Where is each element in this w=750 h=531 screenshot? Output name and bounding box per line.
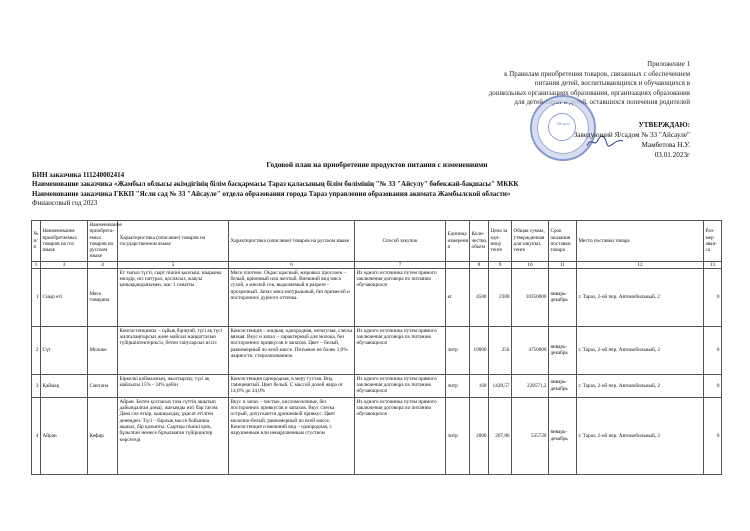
column-header: Место поставки товара [577, 221, 704, 262]
item-name-kz: Сүт [41, 326, 88, 374]
item-name-ru: Сметана [88, 374, 118, 397]
item-name-ru: Мясо говядина [88, 268, 118, 326]
customer-name-ru: Наименование заказчика ГККП "Ясли сад № 33 "Айсауле" отдела образования города Тараз управления образования акимата Жамбылской области» [32, 189, 511, 198]
price-cell: 2300 [489, 268, 512, 326]
bin-line: БИН заказчика 111240002414 [32, 171, 125, 180]
advance-cell: 0 [704, 374, 722, 397]
delivery-term-cell: январь-декабрь [549, 374, 577, 397]
column-number: 6 [229, 261, 355, 268]
quantity-cell: 160 [470, 374, 489, 397]
appendix-line: для детей-сирот и детей, оставшихся попечения родителей [514, 98, 690, 107]
column-number: 10 [512, 261, 549, 268]
delivery-place-cell: г. Тараз, 2-ой пер. Автомобильный, 2 [577, 374, 704, 397]
column-header: Способ закупок [355, 221, 446, 262]
approved-name: Мамбетова Н.У. [641, 141, 690, 149]
total-sum-cell: 4750000 [512, 326, 549, 374]
column-number: 9 [489, 261, 512, 268]
delivery-place-cell: г. Тараз, 2-ой пер. Автомобильный, 2 [577, 326, 704, 374]
unit-cell: кг [446, 268, 470, 326]
procurement-method: Из одного источника путем прямого заключения договора по питанию обучающихся [355, 268, 446, 326]
table-row [32, 268, 722, 326]
row-number: 2 [32, 326, 41, 374]
procurement-table [31, 220, 722, 475]
description-kz: Айран. Бөтен қоспасыз таза сүттің ашытып дайындалған дәмді, жағымды иісі бар тағам. Дәмі сәл өткір, қышқылдау, ұқасат етілген денеңдеп. Түсі – барлық массе бойынша ақшыл, бір қалыпты. Сыртқы пішіні қою, бұзылған немесе бұзылмаған түйіршіктер көрсетеді [118, 397, 229, 474]
column-header: Цена за еди-ницу тенге [489, 221, 512, 262]
column-number: 12 [577, 261, 704, 268]
appendix-line: к Правилам приобретения товаров, связанных с обеспечением [504, 69, 690, 78]
procurement-method: Из одного источника путем прямого заключения договора по питанию обучающихся [355, 326, 446, 374]
item-name-ru: Молоко [88, 326, 118, 374]
quantity-cell: 4500 [470, 268, 489, 326]
row-number: 3 [32, 374, 41, 397]
column-header: Характеристика (описание) товаров на русском языке [229, 221, 355, 262]
advance-cell: 0 [704, 326, 722, 374]
column-number: 5 [118, 261, 229, 268]
column-number: 13 [704, 261, 722, 268]
fiscal-year: Финансовый год 2023 [32, 198, 98, 207]
description-kz: Ет тығыз түсті, сырт пішіні қызғыш, шырыны мөлдір, исі натурал, қоспасыз, жақсы қаныққандығымен, жас 1 санатты [118, 268, 229, 326]
item-name-kz: Сиыр еті [41, 268, 88, 326]
column-header: № п/п [32, 221, 41, 262]
description-kz: Біркелкі қоймалжың, жылтырлау, түсі ақ майлылы 15% - 34% дейін [118, 374, 229, 397]
description-ru: Консистенция – жидкая, однородная, нетягучая, слегка вязкая. Вкус и запах – характерный для молока, без посторонних привкусов и запахов. Цвет – белый, равномерный по всей массе. Питьевое не более 1,0% жирности, стерилизованное. [229, 326, 355, 374]
approved-position: Заведующий Я/садом № 33 "Айсауле" [573, 131, 690, 139]
delivery-term-cell: январь-декабрь [549, 268, 577, 326]
description-kz: Консистенциясы – сұйық біріңғай, түсі ақ түсі жалғалаңғырсыз және майсыз жаңқаттағын түйіршіктектеріксіз, бөтен тапуларсыз иссіз [118, 326, 229, 374]
column-header: Наименование приобрета-емых товаров на русском языке [89, 222, 122, 260]
row-number: 1 [32, 268, 41, 326]
item-name-kz: Қаймақ [41, 374, 88, 397]
quantity-cell: 2000 [470, 397, 489, 474]
column-number: 11 [549, 261, 577, 268]
appendix-line: питания детей, воспитывающихся и обучающихся в [534, 79, 690, 88]
total-sum-cell: 228571,2 [512, 374, 549, 397]
delivery-term-cell: январь-декабрь [549, 397, 577, 474]
description-ru: Консистенция однородная, в меру густая. Вид глянцевитый. Цвет белый. С массой долей жира от 14,0% до 34,0% [229, 374, 355, 397]
customer-name-kz: Наименование заказчика «Жамбыл облысы әкімдігінің білім басқармасы Тараз қаласының білім бөлімінің "№ 33 "Айсулу" бөбекжай-бақшасы" МККК [32, 180, 519, 189]
description-ru: Мясо плотное. Окрас красный, жировых прослоек – белый, кремовый или желтый. Внешний вид мяса сухой, а мясной сок, выделяемый в разрезе – прозрачный. Запах мяса натуральный, без примесей и посторонних дурного оттенка. [229, 268, 355, 326]
column-header: Коли-чество, объем [470, 221, 489, 262]
advance-cell: 0 [704, 268, 722, 326]
total-sum-cell: 10350000 [512, 268, 549, 326]
procurement-method: Из одного источника путем прямого заключения договора по питанию обучающихся [355, 397, 446, 474]
column-number-row [32, 261, 722, 268]
column-header: Раз-мер аван-са [704, 221, 722, 262]
description-ru: Вкус и запах – чистые, кисломолочные, без посторонних привкусов и запахов. Вкус слегка острый, допускается дрожжевой привкус. Цвет молочно-белый, равномерный по всей массе. Консистенция и внешний вид – однородная, с нарушенным или ненарушенным сгустком [229, 397, 355, 474]
column-header: Наименование приобретаемых товаров на гос. языке [41, 221, 88, 262]
delivery-place-cell: г. Тараз, 2-ой пер. Автомобильный, 2 [577, 397, 704, 474]
appendix-line: дошкольных организациях образования, организациях образования [488, 88, 690, 97]
column-header: Единица измерени я [446, 221, 470, 262]
procurement-method: Из одного источника путем прямого заключения договора по питанию обучающихся [355, 374, 446, 397]
approved-heading: УТВЕРЖДАЮ: [638, 121, 690, 129]
appendix-line: Приложение 1 [647, 60, 690, 68]
unit-cell: литр [446, 397, 470, 474]
table-header-row [32, 221, 722, 262]
column-number [446, 261, 470, 268]
advance-cell: 0 [704, 397, 722, 474]
quantity-cell: 19000 [470, 326, 489, 374]
approval-block [540, 120, 690, 160]
price-cell: 267,86 [489, 397, 512, 474]
table-row [32, 397, 722, 474]
price-cell: 1428,57 [489, 374, 512, 397]
column-number: 8 [470, 261, 489, 268]
unit-cell: литр [446, 374, 470, 397]
table-row [32, 374, 722, 397]
item-name-ru: Кефир [88, 397, 118, 474]
column-number: 1 [32, 261, 41, 268]
column-header: Общая сумма, утвержденная для закупки, тенге [512, 221, 549, 262]
price-cell: 250 [489, 326, 512, 374]
stamp-text: Айсауле [555, 121, 571, 126]
document-header [32, 160, 722, 208]
approved-date: 03.01.2023г [654, 151, 690, 159]
row-number: 4 [32, 397, 41, 474]
column-number: 3 [41, 261, 88, 268]
item-name-kz: Айран [41, 397, 88, 474]
column-number: 4 [88, 261, 118, 268]
table-body [32, 268, 722, 474]
unit-cell: литр [446, 326, 470, 374]
column-header: Срок оказания поставки товара [549, 221, 577, 262]
delivery-term-cell: январь-декабрь [549, 326, 577, 374]
column-number: 7 [355, 261, 446, 268]
document-title: Годовой план на приобретение продуктов питания с изменениями [266, 160, 488, 169]
table-row [32, 326, 722, 374]
delivery-place-cell: г. Тараз, 2-ой пер. Автомобильный, 2 [577, 268, 704, 326]
total-sum-cell: 535720 [512, 397, 549, 474]
column-header: Характеристика (описание) товаров на государственном языке [118, 221, 229, 262]
